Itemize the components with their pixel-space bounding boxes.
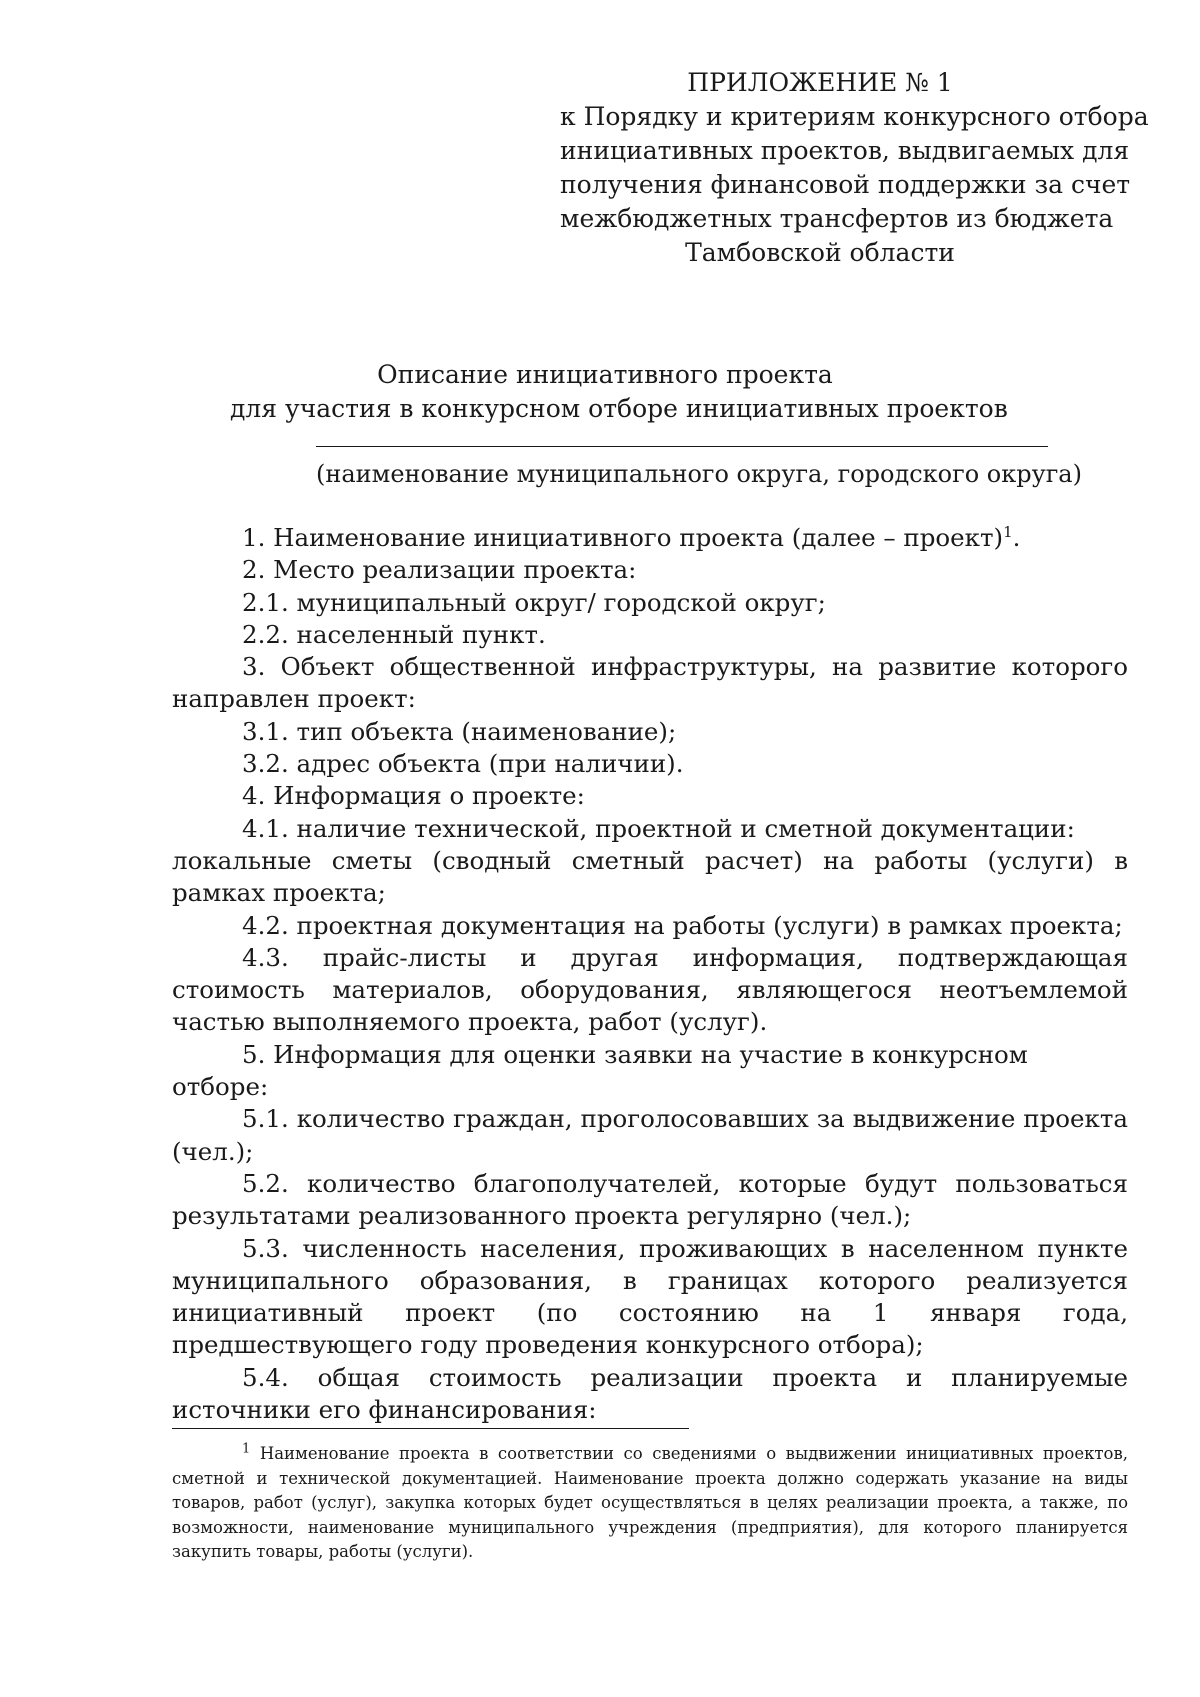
appendix-line: инициативных проектов, выдвигаемых для [560,136,1130,165]
appendix-line: межбюджетных трансфертов из бюджета [560,204,1114,233]
item-1-tail: . [1012,523,1021,552]
item-4-1-estimates: локальные сметы (сводный сметный расчет) на работы (услуги) в рамках проекта; [172,845,1128,908]
blank-caption: (наименование муниципального округа, городского округа) [316,460,1082,488]
document-title [230,358,1008,426]
item-1 [172,522,1128,554]
item-4-2: 4.2. проектная документация на работы (услуги) в рамках проекта; [242,910,1123,940]
fill-in-blank-line [316,446,1048,447]
item-5: 5. Информация для оценки заявки на участие в конкурсном отборе: [172,1039,1028,1102]
footnote [172,1442,1128,1565]
title-line-2: для участия в конкурсном отборе инициативных проектов [230,394,1008,423]
footnote-text: Наименование проекта в соответствии со сведениями о выдвижении инициативных проектов, сметной и технической документацией. Наименование проекта должно содержать указание на виды товаров, работ (услуг), закупка которых будет осуществляться в целях реализации проекта, а также, по возможности, наименование муниципального учреждения (предприятия), для которого планируется закупить товары, работы (услуги). [172,1444,1128,1561]
item-5-2: 5.2. количество благополучателей, которые будут пользоваться результатами реализованного проекта регулярно (чел.); [172,1168,1128,1231]
item-5-4: 5.4. общая стоимость реализации проекта и планируемые источники его финансирования: [172,1362,1128,1425]
document-body [172,522,1128,1426]
item-1-text: 1. Наименование инициативного проекта (далее – проект) [242,523,1004,552]
appendix-number: ПРИЛОЖЕНИЕ № 1 [687,68,953,97]
footnote-ref: 1 [1003,522,1013,541]
appendix-line: получения финансовой поддержки за счет [560,170,1131,199]
item-3-2: 3.2. адрес объекта (при наличии). [242,749,684,779]
item-4: 4. Информация о проекте: [242,781,585,811]
item-2-2: 2.2. населенный пункт. [242,619,546,649]
item-5-1: 5.1. количество граждан, проголосовавших за выдвижение проекта (чел.); [172,1104,1128,1166]
footnote-separator [172,1428,689,1429]
appendix-line: к Порядку и критериям конкурсного отбора [560,102,1149,131]
title-line-1: Описание инициативного проекта [377,360,833,389]
item-4-1: 4.1. наличие технической, проектной и сметной документации: [242,813,1075,843]
item-3: 3. Объект общественной инфраструктуры, на развитие которого направлен проект: [172,652,1128,714]
item-2: 2. Место реализации проекта: [242,555,637,585]
appendix-line: Тамбовской области [685,238,955,267]
appendix-header [560,66,1149,270]
item-2-1: 2.1. муниципальный округ/ городской округ; [242,587,826,617]
item-3-1: 3.1. тип объекта (наименование); [242,716,677,746]
item-4-3: 4.3. прайс-листы и другая информация, подтверждающая стоимость материалов, оборудования, являющегося неотъемлемой частью выполняемого проекта, работ (услуг). [172,942,1128,1037]
footnote-marker: 1 [242,1441,251,1457]
item-5-3: 5.3. численность населения, проживающих в населенном пункте муниципального образования, в границах которого реализуется инициативный проект (по состоянию на 1 января года, предшествующего году проведения конкурсного отбора); [172,1233,1128,1360]
